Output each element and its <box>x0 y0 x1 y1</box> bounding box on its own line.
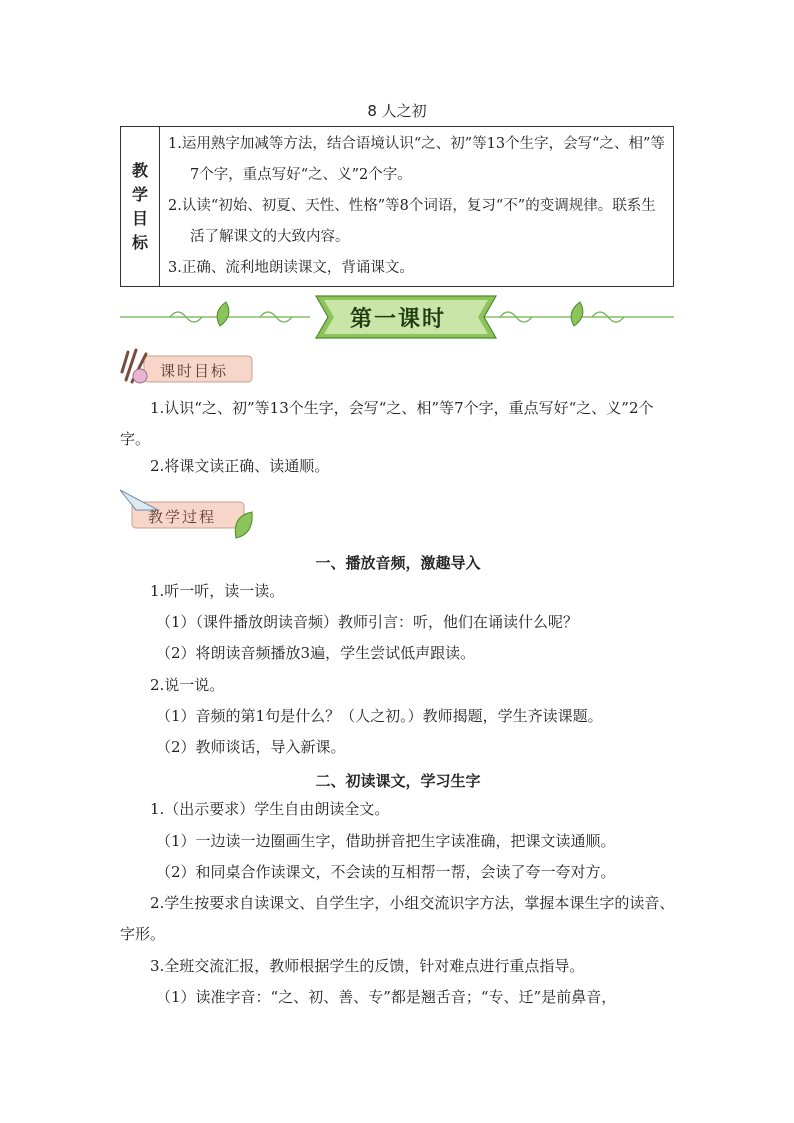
section-heading: 一、播放音频，激趣导入 <box>315 554 481 572</box>
vine-left-icon <box>120 312 310 322</box>
lesson-goals-tag: 课时目标 <box>160 362 229 380</box>
leaf-left-icon <box>217 302 229 326</box>
goal-item: 3.正确、流利地朗读课文，背诵课文。 <box>168 260 414 276</box>
process-line: （1）（课件播放朗读音频）教师引言：听，他们在诵读什么呢？ <box>156 613 579 631</box>
process-line: 2.说一说。 <box>150 676 225 694</box>
goal-item: 2.认读“初始、初夏、天性、性格”等8个词语，复习“不”的变调规律。联系生活了解课文的大致内容。 <box>168 198 656 245</box>
lesson-goal: 2.将课文读正确、读通顺。 <box>150 457 330 475</box>
page-title: 8 人之初 <box>367 102 427 120</box>
process-line: （1）读准字音：“之、初、善、专”都是翘舌音；“专、迁”是前鼻音， <box>156 988 617 1006</box>
teaching-goals-content <box>160 127 674 287</box>
process-line: （2）将朗读音频播放3遍，学生尝试低声跟读。 <box>156 644 476 662</box>
label-char: 学 <box>131 184 148 204</box>
section-heading: 二、初读课文，学习生字 <box>315 772 481 790</box>
process-line: 1.听一听，读一读。 <box>150 582 285 600</box>
lesson-goal: 1.认识“之、初”等13个生字，会写“之、相”等7个字，重点写好“之、义”2个字。 <box>120 399 654 448</box>
leaf-right-icon <box>571 302 583 326</box>
process-line: （1）音频的第1句是什么？（人之初。）教师揭题，学生齐读课题。 <box>156 707 603 725</box>
process-line: （2）教师谈话，导入新课。 <box>156 738 346 756</box>
label-char: 标 <box>131 232 148 252</box>
process-line: 3.全班交流汇报，教师根据学生的反馈，针对难点进行重点指导。 <box>150 957 585 975</box>
process-tag: 教学过程 <box>148 508 217 526</box>
goal-item: 1.运用熟字加减等方法，结合语境认识“之、初”等13个生字，会写“之、相”等7个字，重点写好“之、义”2个字。 <box>168 136 665 183</box>
teaching-goals-table <box>120 126 674 287</box>
label-char: 教 <box>131 160 148 180</box>
teaching-goals-label <box>121 127 160 287</box>
process-line: 1.（出示要求）学生自由朗读全文。 <box>150 800 390 818</box>
process-line: 2.学生按要求自读课文、自学生字，小组交流识字方法，掌握本课生字的读音、字形。 <box>120 894 675 943</box>
process-line: （2）和同桌合作读课文，不会读的互相帮一帮，会读了夸一夸对方。 <box>156 863 616 881</box>
label-char: 目 <box>131 208 148 228</box>
lesson-banner: 第一课时 <box>349 307 446 332</box>
process-line: （1）一边读一边圈画生字，借助拼音把生字读准确，把课文读通顺。 <box>156 832 616 850</box>
